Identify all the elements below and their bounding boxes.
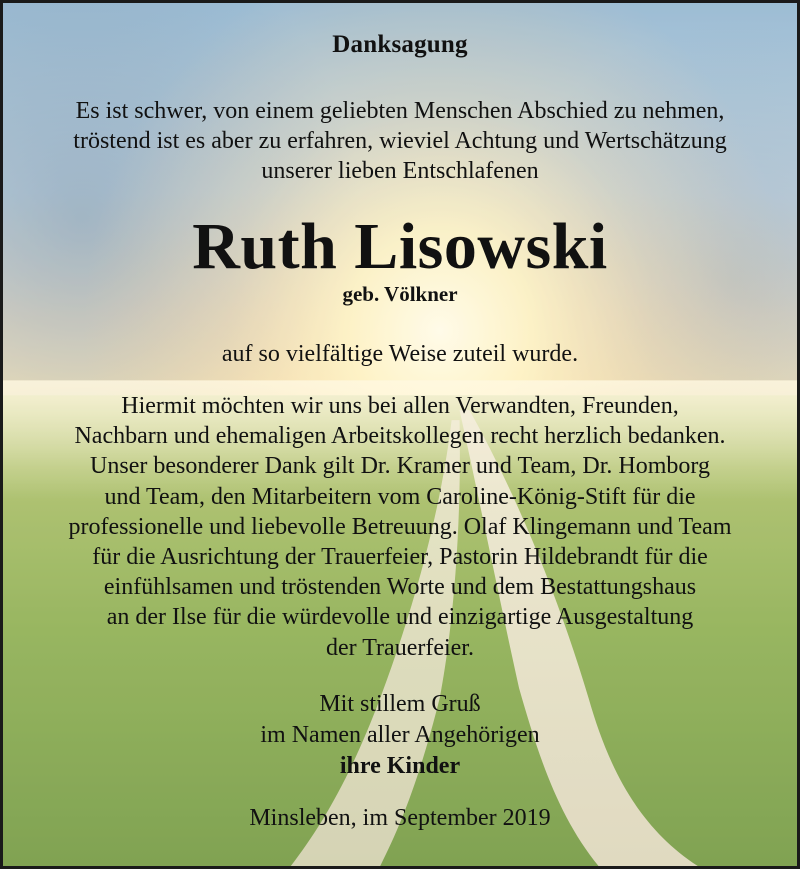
intro-paragraph	[3, 96, 797, 186]
thanks-line: an der Ilse für die würdevolle und einzigartige Ausgestaltung	[106, 604, 694, 631]
closing-greeting: Mit stillem Gruß	[319, 691, 481, 717]
notice-heading: Danksagung	[332, 31, 468, 58]
intro-line: unserer lieben Entschlafenen	[261, 158, 539, 184]
thanks-line: der Trauerfeier.	[326, 634, 474, 661]
intro-line: Es ist schwer, von einem geliebten Menschen Abschied zu nehmen,	[75, 98, 725, 124]
thanks-line: Nachbarn und ehemaligen Arbeitskollegen recht herzlich bedanken.	[74, 423, 726, 450]
deceased-name: Ruth Lisowski	[192, 210, 608, 283]
middle-line: auf so vielfältige Weise zuteil wurde.	[221, 341, 579, 367]
thanks-line: für die Ausrichtung der Trauerfeier, Pastorin Hildebrandt für die	[92, 544, 708, 571]
thanks-line: Unser besonderer Dank gilt Dr. Kramer und Team, Dr. Homborg	[90, 453, 710, 480]
thanks-paragraph	[3, 391, 797, 663]
intro-line: tröstend ist es aber zu erfahren, wieviel Achtung und Wertschätzung	[73, 128, 727, 154]
thanks-line: Hiermit möchten wir uns bei allen Verwandten, Freunden,	[121, 393, 679, 419]
thanks-line: und Team, den Mitarbeitern vom Caroline-König-Stift für die	[104, 483, 696, 510]
thanks-line: professionelle und liebevolle Betreuung. Olaf Klingemann und Team	[68, 513, 732, 540]
thanks-line: einfühlsamen und tröstenden Worte und dem Bestattungshaus	[103, 574, 697, 601]
closing-signature: ihre Kinder	[339, 753, 461, 779]
closing-on-behalf: im Namen aller Angehörigen	[260, 722, 540, 748]
closing-block	[3, 689, 797, 782]
maiden-name: geb. Völkner	[342, 282, 458, 306]
place-and-date: Minsleben, im September 2019	[249, 805, 551, 831]
